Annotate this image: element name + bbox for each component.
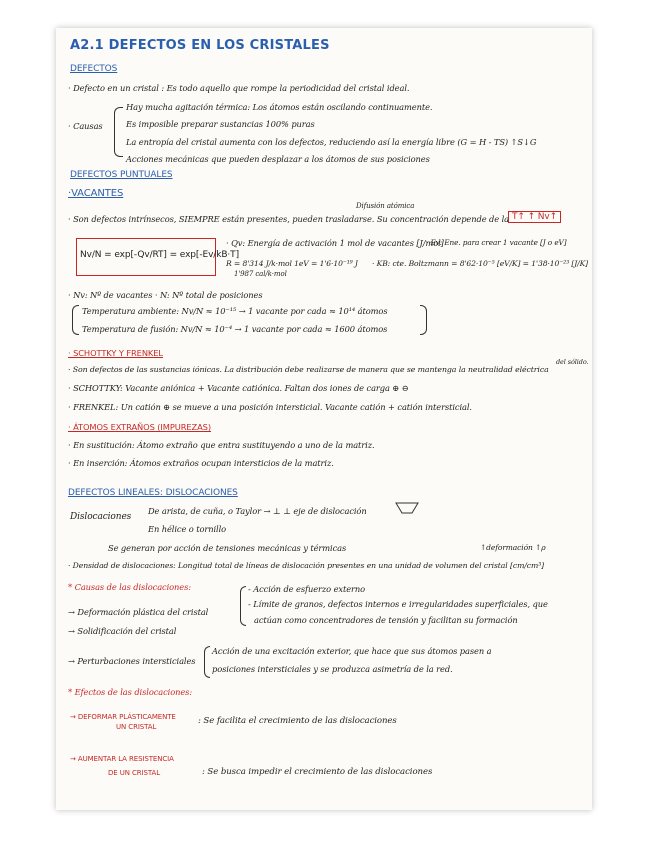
ts-box: T↑ ↑ Nv↑	[508, 211, 561, 223]
dislocacion-arista: De arista, de cuña, o Taylor → ⊥ ⊥ eje de dislocación	[148, 506, 367, 516]
frenkel-def: · FRENKEL: Un catión ⊕ se mueve a una posición intersticial. Vacante catión + catión intersticial.	[68, 402, 472, 412]
temp-ambiente: Temperatura ambiente: Nv/N ≈ 10⁻¹⁵ → 1 vacante por cada ≈ 10¹⁴ átomos	[82, 306, 388, 316]
causa-limite: - Límite de granos, defectos internos e irregularidades superficiales, que	[248, 599, 548, 609]
causa-3: La entropía del cristal aumenta con los defectos, reduciendo así la energía libre (G = H - TS) ↑S↓G	[126, 137, 537, 147]
causa-actuan: actúan como concentradores de tensión y facilitan su formación	[254, 615, 518, 625]
causa-1: Hay mucha agitación térmica: Los átomos están oscilando continuamente.	[126, 102, 433, 112]
section-puntuales: DEFECTOS PUNTUALES	[70, 170, 173, 180]
temp-bracket-right	[420, 305, 427, 335]
temp-fusion: Temperatura de fusión: Nv/N ≈ 10⁻⁴ → 1 vacante por cada ≈ 1600 átomos	[82, 324, 388, 334]
qv-def: · Qv: Energía de activación 1 mol de vacantes [J/mol]	[226, 238, 444, 248]
r-def: R = 8'314 J/k·mol 1eV = 1'6·10⁻¹⁹ J	[226, 259, 358, 268]
deformar-label: → DEFORMAR PLÁSTICAMENTE	[70, 713, 176, 721]
line-sustitucion: · En sustitución: Átomo extraño que entra sustituyendo a uno de la matriz.	[68, 440, 375, 450]
causas-label: · Causas	[68, 121, 103, 131]
line-defecto-cristal: · Defecto en un cristal : Es todo aquello que rompe la periodicidad del cristal ideal.	[68, 83, 410, 93]
efectos-dislocaciones: * Efectos de las dislocaciones:	[68, 687, 193, 697]
pert-line2: posiciones intersticiales y se produzca asimetría de la red.	[212, 664, 453, 674]
deformar-label-2: UN CRISTAL	[116, 723, 157, 731]
line-intrinsecos: · Son defectos intrínsecos, SIEMPRE están presentes, pueden trasladarse. Su concentración depende de la	[68, 214, 510, 224]
section-defectos: DEFECTOS	[70, 64, 118, 74]
deformacion-note: ↑deformación ↑ρ	[480, 543, 546, 552]
notes-page	[56, 28, 592, 810]
solidificacion: → Solidificación del cristal	[68, 626, 177, 636]
section-lineales: DEFECTOS LINEALES: DISLOCACIONES	[68, 488, 238, 498]
nv-def: · Nv: Nº de vacantes · N: Nº total de posiciones	[68, 290, 263, 300]
line-tensiones: Se generan por acción de tensiones mecánicas y térmicas	[108, 543, 347, 553]
section-atomos-extranos: · ÁTOMOS EXTRAÑOS (IMPUREZAS)	[68, 422, 211, 432]
aumentar-label: → AUMENTAR LA RESISTENCIA	[70, 755, 174, 763]
line-insercion: · En inserción: Átomos extraños ocupan intersticios de la matriz.	[68, 458, 334, 468]
aumentar-label-2: DE UN CRISTAL	[108, 769, 161, 777]
page-title: A2.1 DEFECTOS EN LOS CRISTALES	[70, 38, 330, 53]
causas-dislocaciones: * Causas de las dislocaciones:	[68, 582, 191, 592]
causa-2: Es imposible preparar sustancias 100% puras	[126, 119, 315, 129]
causas-bracket	[114, 107, 123, 157]
dislocacion-helice: En hélice o tornillo	[148, 524, 227, 534]
section-vacantes: ·VACANTES	[68, 188, 124, 199]
line-densidad: · Densidad de dislocaciones: Longitud total de líneas de dislocación presentes en una unidad de volumen del cristal [cm/cm³]	[68, 561, 545, 570]
formula-vacantes: Nv/N = exp[-Qv/RT] = exp[-Ev/kB·T]	[80, 250, 239, 260]
causa-4: Acciones mecánicas que pueden desplazar a los átomos de sus posiciones	[126, 154, 430, 164]
dislocaciones-label: Dislocaciones	[70, 512, 132, 522]
aumentar-text: : Se busca impedir el crecimiento de las dislocaciones	[202, 767, 433, 777]
section-schottky-frenkel: · SCHOTTKY Y FRENKEL	[68, 348, 163, 358]
temp-bracket-left	[72, 305, 79, 335]
kb-def: · KB: cte. Boltzmann = 8'62·10⁻⁵ [eV/K] = 1'38·10⁻²³ [J/K]	[372, 259, 589, 268]
del-solido: del sólido.	[556, 358, 589, 366]
schottky-def: · SCHOTTKY: Vacante aniónica + Vacante catiónica. Faltan dos iones de carga ⊕ ⊖	[68, 383, 409, 393]
r-def-cal: 1'987 cal/k·mol	[234, 270, 287, 278]
perturbaciones: → Perturbaciones intersticiales	[68, 656, 196, 666]
causa-esfuerzo: - Acción de esfuerzo externo	[248, 584, 366, 594]
deformacion-plastica: → Deformación plástica del cristal	[68, 607, 209, 617]
deformar-text: : Se facilita el crecimiento de las dislocaciones	[198, 716, 397, 726]
causas-disl-bracket	[240, 586, 246, 626]
ev-def: · Ev: Ene. para crear 1 vacante [J o eV]	[426, 238, 567, 247]
trapezoid-sketch	[394, 501, 420, 515]
line-ionicas: · Son defectos de las sustancias iónicas. La distribución debe realizarse de manera que se mantenga la neutralidad eléctrica	[68, 365, 549, 374]
pert-line1: Acción de una excitación exterior, que hace que sus átomos pasen a	[212, 646, 492, 656]
pert-bracket	[204, 646, 210, 678]
difusion-note: Difusión atómica	[356, 202, 415, 210]
